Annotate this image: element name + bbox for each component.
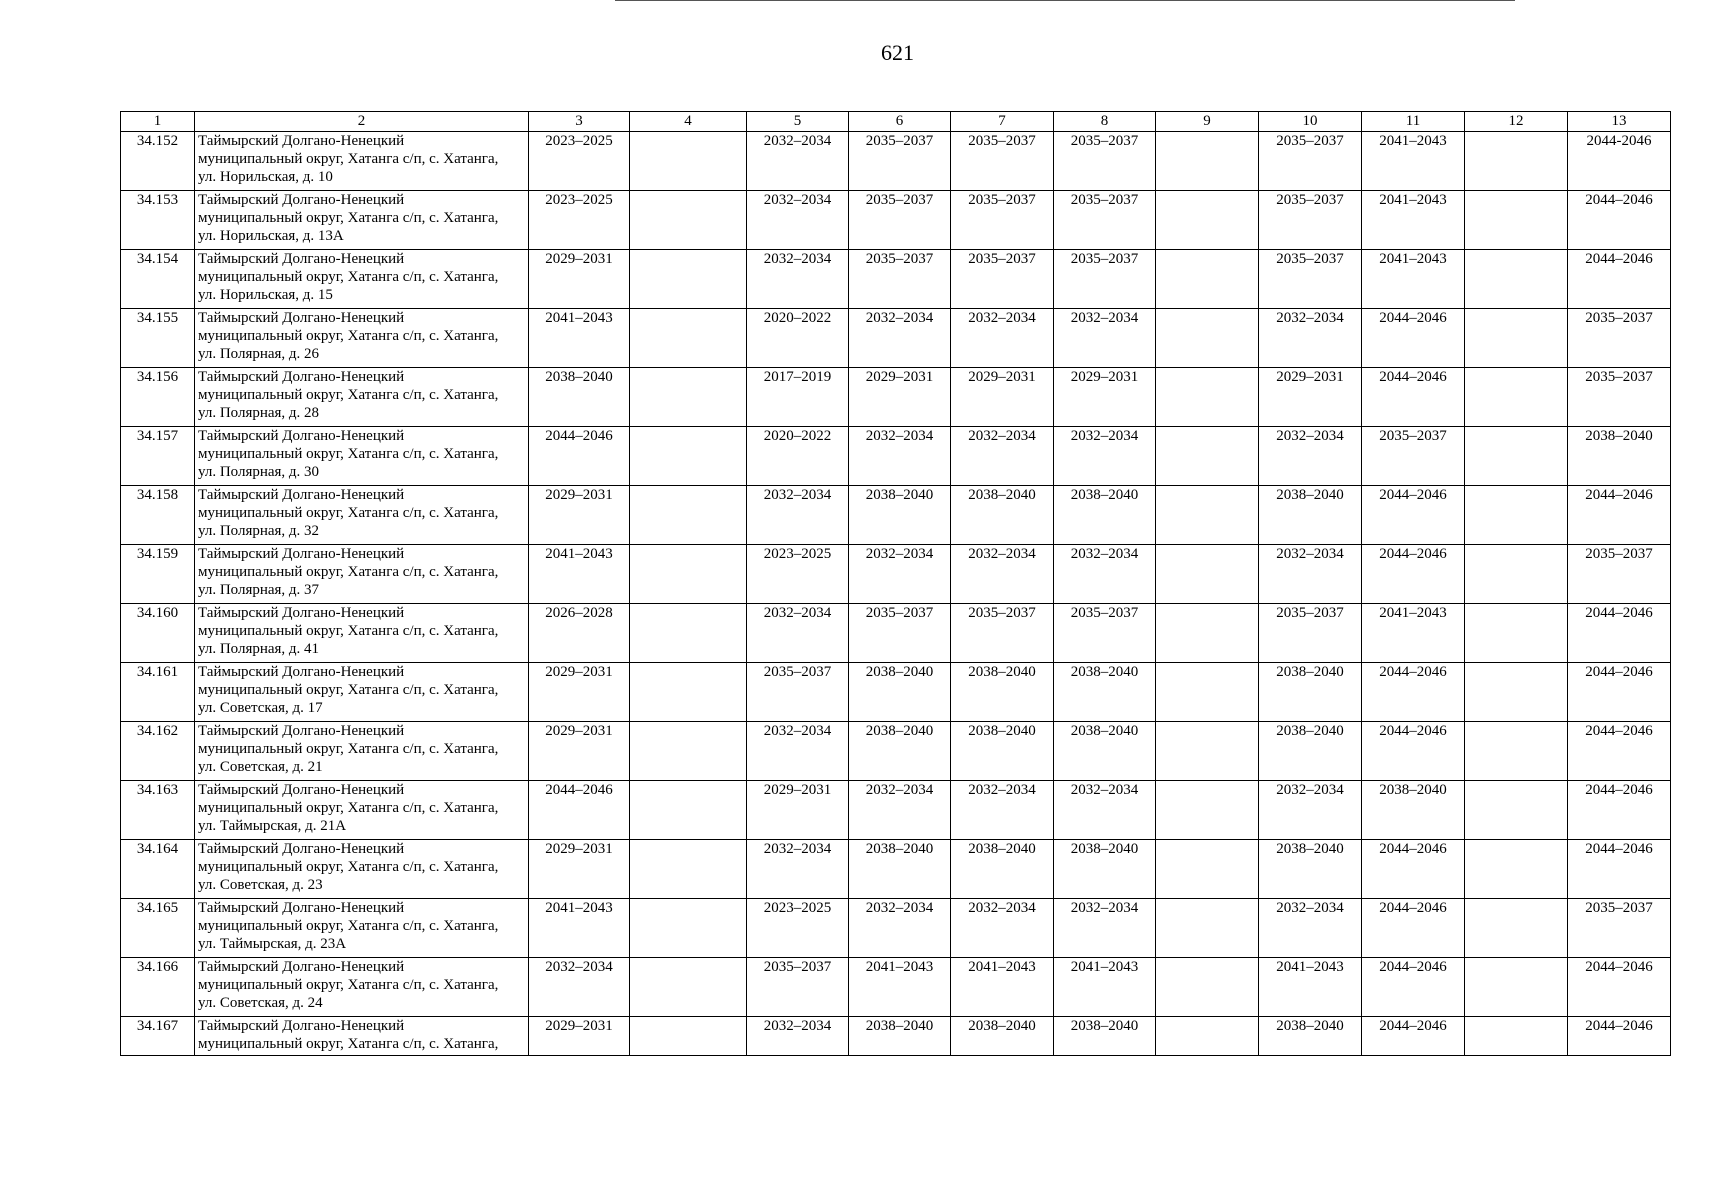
period-cell-col-6: 2032–2034 (849, 899, 951, 958)
period-cell-col-4 (630, 486, 747, 545)
table-row (121, 250, 1671, 309)
address-line: ул. Советская, д. 17 (198, 700, 323, 716)
period-cell-col-11: 2044–2046 (1362, 722, 1465, 781)
address-line: ул. Норильская, д. 15 (198, 287, 333, 303)
period-cell-col-9 (1156, 545, 1259, 604)
address-cell (195, 899, 529, 958)
period-cell-col-6: 2032–2034 (849, 309, 951, 368)
column-header-13: 13 (1568, 112, 1671, 132)
period-cell-col-13: 2044–2046 (1568, 1017, 1671, 1056)
period-cell-col-3: 2029–2031 (529, 1017, 630, 1056)
period-cell-col-10: 2038–2040 (1259, 1017, 1362, 1056)
address-cell (195, 427, 529, 486)
period-cell-col-3: 2032–2034 (529, 958, 630, 1017)
period-cell-col-7: 2032–2034 (951, 309, 1054, 368)
address-line: муниципальный округ, Хатанга с/п, с. Хатанга, (198, 210, 499, 226)
period-cell-col-11: 2044–2046 (1362, 663, 1465, 722)
period-cell-col-6: 2038–2040 (849, 663, 951, 722)
period-cell-col-7: 2038–2040 (951, 1017, 1054, 1056)
period-cell-col-13: 2044–2046 (1568, 486, 1671, 545)
address-line: муниципальный округ, Хатанга с/п, с. Хатанга, (198, 741, 499, 757)
period-cell-col-10: 2035–2037 (1259, 132, 1362, 191)
period-cell-col-12 (1465, 191, 1568, 250)
row-number-cell: 34.166 (121, 958, 195, 1017)
period-cell-col-6: 2032–2034 (849, 545, 951, 604)
period-cell-col-3: 2029–2031 (529, 663, 630, 722)
period-cell-col-4 (630, 250, 747, 309)
period-cell-col-4 (630, 132, 747, 191)
address-line: Таймырский Долгано-Ненецкий (198, 546, 405, 562)
period-cell-col-8: 2032–2034 (1054, 781, 1156, 840)
address-line: Таймырский Долгано-Ненецкий (198, 369, 405, 385)
address-line: ул. Полярная, д. 30 (198, 464, 320, 480)
period-cell-col-12 (1465, 958, 1568, 1017)
period-cell-col-5: 2032–2034 (747, 840, 849, 899)
period-cell-col-13: 2044–2046 (1568, 958, 1671, 1017)
period-cell-col-12 (1465, 604, 1568, 663)
period-cell-col-9 (1156, 781, 1259, 840)
row-number-cell: 34.167 (121, 1017, 195, 1056)
row-number-cell: 34.156 (121, 368, 195, 427)
period-cell-col-5: 2035–2037 (747, 663, 849, 722)
address-line: ул. Полярная, д. 26 (198, 346, 320, 362)
address-line: муниципальный округ, Хатанга с/п, с. Хатанга, (198, 859, 499, 875)
period-cell-col-9 (1156, 722, 1259, 781)
period-cell-col-12 (1465, 840, 1568, 899)
period-cell-col-11: 2044–2046 (1362, 899, 1465, 958)
period-cell-col-4 (630, 191, 747, 250)
address-line: муниципальный округ, Хатанга с/п, с. Хатанга, (198, 328, 499, 344)
period-cell-col-8: 2038–2040 (1054, 1017, 1156, 1056)
period-cell-col-7: 2038–2040 (951, 722, 1054, 781)
period-cell-col-8: 2032–2034 (1054, 427, 1156, 486)
table-row (121, 840, 1671, 899)
address-line: муниципальный округ, Хатанга с/п, с. Хатанга, (198, 623, 499, 639)
period-cell-col-8: 2032–2034 (1054, 899, 1156, 958)
period-cell-col-4 (630, 663, 747, 722)
period-cell-col-5: 2032–2034 (747, 191, 849, 250)
period-cell-col-4 (630, 781, 747, 840)
period-cell-col-8: 2038–2040 (1054, 722, 1156, 781)
period-cell-col-5: 2020–2022 (747, 309, 849, 368)
period-cell-col-9 (1156, 1017, 1259, 1056)
table-row (121, 899, 1671, 958)
table-row (121, 958, 1671, 1017)
address-line: муниципальный округ, Хатанга с/п, с. Хатанга, (198, 800, 499, 816)
period-cell-col-3: 2038–2040 (529, 368, 630, 427)
column-header-1: 1 (121, 112, 195, 132)
period-cell-col-6: 2029–2031 (849, 368, 951, 427)
address-line: Таймырский Долгано-Ненецкий (198, 310, 405, 326)
address-cell (195, 309, 529, 368)
period-cell-col-5: 2023–2025 (747, 899, 849, 958)
table-row (121, 781, 1671, 840)
period-cell-col-7: 2032–2034 (951, 545, 1054, 604)
address-line: Таймырский Долгано-Ненецкий (198, 782, 405, 798)
period-cell-col-4 (630, 368, 747, 427)
period-cell-col-12 (1465, 132, 1568, 191)
address-line: Таймырский Долгано-Ненецкий (198, 428, 405, 444)
column-header-9: 9 (1156, 112, 1259, 132)
period-cell-col-10: 2032–2034 (1259, 309, 1362, 368)
address-line: ул. Советская, д. 21 (198, 759, 323, 775)
address-line: ул. Полярная, д. 32 (198, 523, 320, 539)
table-row (121, 309, 1671, 368)
address-line: ул. Таймырская, д. 23А (198, 936, 347, 952)
period-cell-col-4 (630, 604, 747, 663)
period-cell-col-5: 2020–2022 (747, 427, 849, 486)
period-cell-col-13: 2044–2046 (1568, 722, 1671, 781)
period-cell-col-8: 2032–2034 (1054, 545, 1156, 604)
period-cell-col-10: 2029–2031 (1259, 368, 1362, 427)
period-cell-col-3: 2041–2043 (529, 899, 630, 958)
period-cell-col-6: 2032–2034 (849, 427, 951, 486)
period-cell-col-8: 2029–2031 (1054, 368, 1156, 427)
address-line: ул. Советская, д. 23 (198, 877, 323, 893)
period-cell-col-10: 2035–2037 (1259, 604, 1362, 663)
period-cell-col-7: 2029–2031 (951, 368, 1054, 427)
period-cell-col-5: 2032–2034 (747, 722, 849, 781)
address-line: Таймырский Долгано-Ненецкий (198, 841, 405, 857)
row-number-cell: 34.153 (121, 191, 195, 250)
period-cell-col-10: 2032–2034 (1259, 545, 1362, 604)
column-header-4: 4 (630, 112, 747, 132)
period-cell-col-6: 2038–2040 (849, 486, 951, 545)
period-cell-col-12 (1465, 486, 1568, 545)
row-number-cell: 34.157 (121, 427, 195, 486)
period-cell-col-9 (1156, 604, 1259, 663)
table-row (121, 663, 1671, 722)
address-line: муниципальный округ, Хатанга с/п, с. Хатанга, (198, 564, 499, 580)
period-cell-col-5: 2035–2037 (747, 958, 849, 1017)
table-row (121, 427, 1671, 486)
row-number-cell: 34.162 (121, 722, 195, 781)
address-line: ул. Полярная, д. 41 (198, 641, 320, 657)
period-cell-col-5: 2032–2034 (747, 604, 849, 663)
period-cell-col-11: 2044–2046 (1362, 368, 1465, 427)
schedule-table (120, 111, 1671, 1056)
address-line: муниципальный округ, Хатанга с/п, с. Хатанга, (198, 918, 499, 934)
table-row (121, 604, 1671, 663)
period-cell-col-9 (1156, 191, 1259, 250)
table-row (121, 368, 1671, 427)
address-cell (195, 545, 529, 604)
row-number-cell: 34.164 (121, 840, 195, 899)
address-line: ул. Полярная, д. 28 (198, 405, 320, 421)
period-cell-col-11: 2044–2046 (1362, 309, 1465, 368)
period-cell-col-3: 2029–2031 (529, 486, 630, 545)
page-number: 621 (881, 40, 914, 65)
period-cell-col-13: 2044–2046 (1568, 604, 1671, 663)
address-line: Таймырский Долгано-Ненецкий (198, 959, 405, 975)
period-cell-col-10: 2032–2034 (1259, 899, 1362, 958)
period-cell-col-7: 2035–2037 (951, 250, 1054, 309)
period-cell-col-6: 2038–2040 (849, 722, 951, 781)
period-cell-col-13: 2038–2040 (1568, 427, 1671, 486)
period-cell-col-10: 2038–2040 (1259, 486, 1362, 545)
period-cell-col-5: 2023–2025 (747, 545, 849, 604)
period-cell-col-4 (630, 899, 747, 958)
address-line: Таймырский Долгано-Ненецкий (198, 192, 405, 208)
row-number-cell: 34.152 (121, 132, 195, 191)
period-cell-col-12 (1465, 309, 1568, 368)
address-line: ул. Таймырская, д. 21А (198, 818, 347, 834)
row-number-cell: 34.165 (121, 899, 195, 958)
row-number-cell: 34.158 (121, 486, 195, 545)
period-cell-col-6: 2041–2043 (849, 958, 951, 1017)
column-header-11: 11 (1362, 112, 1465, 132)
period-cell-col-9 (1156, 958, 1259, 1017)
period-cell-col-13: 2044–2046 (1568, 191, 1671, 250)
period-cell-col-7: 2038–2040 (951, 486, 1054, 545)
address-line: Таймырский Долгано-Ненецкий (198, 900, 405, 916)
address-cell (195, 250, 529, 309)
table-body (121, 132, 1671, 1056)
period-cell-col-13: 2035–2037 (1568, 368, 1671, 427)
period-cell-col-11: 2035–2037 (1362, 427, 1465, 486)
address-line: Таймырский Долгано-Ненецкий (198, 605, 405, 621)
address-line: ул. Норильская, д. 10 (198, 169, 333, 185)
address-line: Таймырский Долгано-Ненецкий (198, 251, 405, 267)
period-cell-col-8: 2038–2040 (1054, 840, 1156, 899)
period-cell-col-3: 2029–2031 (529, 840, 630, 899)
period-cell-col-3: 2044–2046 (529, 427, 630, 486)
column-header-5: 5 (747, 112, 849, 132)
address-cell (195, 958, 529, 1017)
address-line: муниципальный округ, Хатанга с/п, с. Хатанга, (198, 977, 499, 993)
period-cell-col-6: 2035–2037 (849, 132, 951, 191)
period-cell-col-9 (1156, 840, 1259, 899)
address-line: муниципальный округ, Хатанга с/п, с. Хатанга, (198, 269, 499, 285)
address-cell (195, 191, 529, 250)
period-cell-col-8: 2035–2037 (1054, 132, 1156, 191)
row-number-cell: 34.155 (121, 309, 195, 368)
period-cell-col-9 (1156, 486, 1259, 545)
period-cell-col-3: 2041–2043 (529, 545, 630, 604)
address-line: Таймырский Долгано-Ненецкий (198, 133, 405, 149)
period-cell-col-5: 2017–2019 (747, 368, 849, 427)
period-cell-col-5: 2032–2034 (747, 486, 849, 545)
period-cell-col-8: 2035–2037 (1054, 604, 1156, 663)
period-cell-col-3: 2029–2031 (529, 250, 630, 309)
address-cell (195, 1017, 529, 1056)
period-cell-col-11: 2044–2046 (1362, 545, 1465, 604)
row-number-cell: 34.163 (121, 781, 195, 840)
period-cell-col-8: 2041–2043 (1054, 958, 1156, 1017)
period-cell-col-4 (630, 722, 747, 781)
period-cell-col-9 (1156, 368, 1259, 427)
period-cell-col-3: 2026–2028 (529, 604, 630, 663)
period-cell-col-4 (630, 545, 747, 604)
address-line: ул. Полярная, д. 37 (198, 582, 320, 598)
period-cell-col-10: 2038–2040 (1259, 663, 1362, 722)
column-header-2: 2 (195, 112, 529, 132)
period-cell-col-8: 2032–2034 (1054, 309, 1156, 368)
period-cell-col-13: 2044–2046 (1568, 250, 1671, 309)
period-cell-col-7: 2032–2034 (951, 427, 1054, 486)
period-cell-col-7: 2038–2040 (951, 840, 1054, 899)
period-cell-col-5: 2029–2031 (747, 781, 849, 840)
period-cell-col-12 (1465, 722, 1568, 781)
period-cell-col-6: 2035–2037 (849, 250, 951, 309)
period-cell-col-10: 2038–2040 (1259, 722, 1362, 781)
period-cell-col-10: 2032–2034 (1259, 781, 1362, 840)
period-cell-col-3: 2041–2043 (529, 309, 630, 368)
address-line: ул. Норильская, д. 13А (198, 228, 344, 244)
period-cell-col-9 (1156, 132, 1259, 191)
period-cell-col-8: 2035–2037 (1054, 191, 1156, 250)
period-cell-col-8: 2035–2037 (1054, 250, 1156, 309)
period-cell-col-13: 2044-2046 (1568, 132, 1671, 191)
table-row (121, 722, 1671, 781)
period-cell-col-12 (1465, 250, 1568, 309)
row-number-cell: 34.161 (121, 663, 195, 722)
table-row (121, 486, 1671, 545)
period-cell-col-12 (1465, 781, 1568, 840)
period-cell-col-9 (1156, 309, 1259, 368)
table-row (121, 191, 1671, 250)
period-cell-col-7: 2041–2043 (951, 958, 1054, 1017)
period-cell-col-13: 2044–2046 (1568, 781, 1671, 840)
row-number-cell: 34.160 (121, 604, 195, 663)
period-cell-col-13: 2035–2037 (1568, 545, 1671, 604)
column-number-row (121, 112, 1671, 132)
period-cell-col-13: 2044–2046 (1568, 663, 1671, 722)
address-line: Таймырский Долгано-Ненецкий (198, 723, 405, 739)
address-line: муниципальный округ, Хатанга с/п, с. Хатанга, (198, 151, 499, 167)
period-cell-col-4 (630, 958, 747, 1017)
period-cell-col-12 (1465, 545, 1568, 604)
column-header-12: 12 (1465, 112, 1568, 132)
period-cell-col-9 (1156, 899, 1259, 958)
period-cell-col-8: 2038–2040 (1054, 663, 1156, 722)
table-row (121, 132, 1671, 191)
period-cell-col-4 (630, 309, 747, 368)
period-cell-col-4 (630, 840, 747, 899)
period-cell-col-10: 2038–2040 (1259, 840, 1362, 899)
address-cell (195, 781, 529, 840)
period-cell-col-10: 2032–2034 (1259, 427, 1362, 486)
address-line: муниципальный округ, Хатанга с/п, с. Хатанга, (198, 387, 499, 403)
table-row (121, 1017, 1671, 1056)
period-cell-col-6: 2035–2037 (849, 604, 951, 663)
period-cell-col-11: 2041–2043 (1362, 604, 1465, 663)
address-line: муниципальный округ, Хатанга с/п, с. Хатанга, (198, 682, 499, 698)
top-rule (615, 0, 1515, 1)
row-number-cell: 34.159 (121, 545, 195, 604)
period-cell-col-3: 2023–2025 (529, 191, 630, 250)
address-line: муниципальный округ, Хатанга с/п, с. Хатанга, (198, 505, 499, 521)
address-cell (195, 368, 529, 427)
address-line: Таймырский Долгано-Ненецкий (198, 664, 405, 680)
period-cell-col-12 (1465, 368, 1568, 427)
period-cell-col-11: 2041–2043 (1362, 250, 1465, 309)
address-cell (195, 604, 529, 663)
period-cell-col-6: 2035–2037 (849, 191, 951, 250)
address-line: муниципальный округ, Хатанга с/п, с. Хатанга, (198, 1036, 499, 1052)
period-cell-col-5: 2032–2034 (747, 250, 849, 309)
period-cell-col-10: 2035–2037 (1259, 191, 1362, 250)
row-number-cell: 34.154 (121, 250, 195, 309)
column-header-3: 3 (529, 112, 630, 132)
period-cell-col-7: 2035–2037 (951, 132, 1054, 191)
period-cell-col-5: 2032–2034 (747, 1017, 849, 1056)
period-cell-col-3: 2044–2046 (529, 781, 630, 840)
period-cell-col-13: 2035–2037 (1568, 309, 1671, 368)
period-cell-col-7: 2032–2034 (951, 899, 1054, 958)
address-cell (195, 722, 529, 781)
period-cell-col-11: 2044–2046 (1362, 958, 1465, 1017)
period-cell-col-11: 2038–2040 (1362, 781, 1465, 840)
period-cell-col-7: 2035–2037 (951, 191, 1054, 250)
address-line: Таймырский Долгано-Ненецкий (198, 1018, 405, 1034)
period-cell-col-13: 2044–2046 (1568, 840, 1671, 899)
period-cell-col-6: 2032–2034 (849, 781, 951, 840)
address-cell (195, 486, 529, 545)
period-cell-col-4 (630, 427, 747, 486)
period-cell-col-9 (1156, 427, 1259, 486)
period-cell-col-11: 2041–2043 (1362, 191, 1465, 250)
address-cell (195, 663, 529, 722)
address-line: ул. Советская, д. 24 (198, 995, 323, 1011)
table-row (121, 545, 1671, 604)
period-cell-col-12 (1465, 663, 1568, 722)
period-cell-col-11: 2041–2043 (1362, 132, 1465, 191)
period-cell-col-7: 2035–2037 (951, 604, 1054, 663)
period-cell-col-3: 2023–2025 (529, 132, 630, 191)
period-cell-col-6: 2038–2040 (849, 1017, 951, 1056)
period-cell-col-8: 2038–2040 (1054, 486, 1156, 545)
period-cell-col-11: 2044–2046 (1362, 1017, 1465, 1056)
column-header-10: 10 (1259, 112, 1362, 132)
period-cell-col-12 (1465, 1017, 1568, 1056)
period-cell-col-7: 2038–2040 (951, 663, 1054, 722)
period-cell-col-12 (1465, 899, 1568, 958)
period-cell-col-12 (1465, 427, 1568, 486)
column-header-7: 7 (951, 112, 1054, 132)
period-cell-col-11: 2044–2046 (1362, 486, 1465, 545)
column-header-8: 8 (1054, 112, 1156, 132)
period-cell-col-7: 2032–2034 (951, 781, 1054, 840)
period-cell-col-10: 2041–2043 (1259, 958, 1362, 1017)
period-cell-col-6: 2038–2040 (849, 840, 951, 899)
period-cell-col-5: 2032–2034 (747, 132, 849, 191)
period-cell-col-9 (1156, 663, 1259, 722)
period-cell-col-4 (630, 1017, 747, 1056)
period-cell-col-10: 2035–2037 (1259, 250, 1362, 309)
column-header-6: 6 (849, 112, 951, 132)
address-line: Таймырский Долгано-Ненецкий (198, 487, 405, 503)
period-cell-col-3: 2029–2031 (529, 722, 630, 781)
period-cell-col-9 (1156, 250, 1259, 309)
period-cell-col-11: 2044–2046 (1362, 840, 1465, 899)
address-cell (195, 840, 529, 899)
address-cell (195, 132, 529, 191)
address-line: муниципальный округ, Хатанга с/п, с. Хатанга, (198, 446, 499, 462)
period-cell-col-13: 2035–2037 (1568, 899, 1671, 958)
